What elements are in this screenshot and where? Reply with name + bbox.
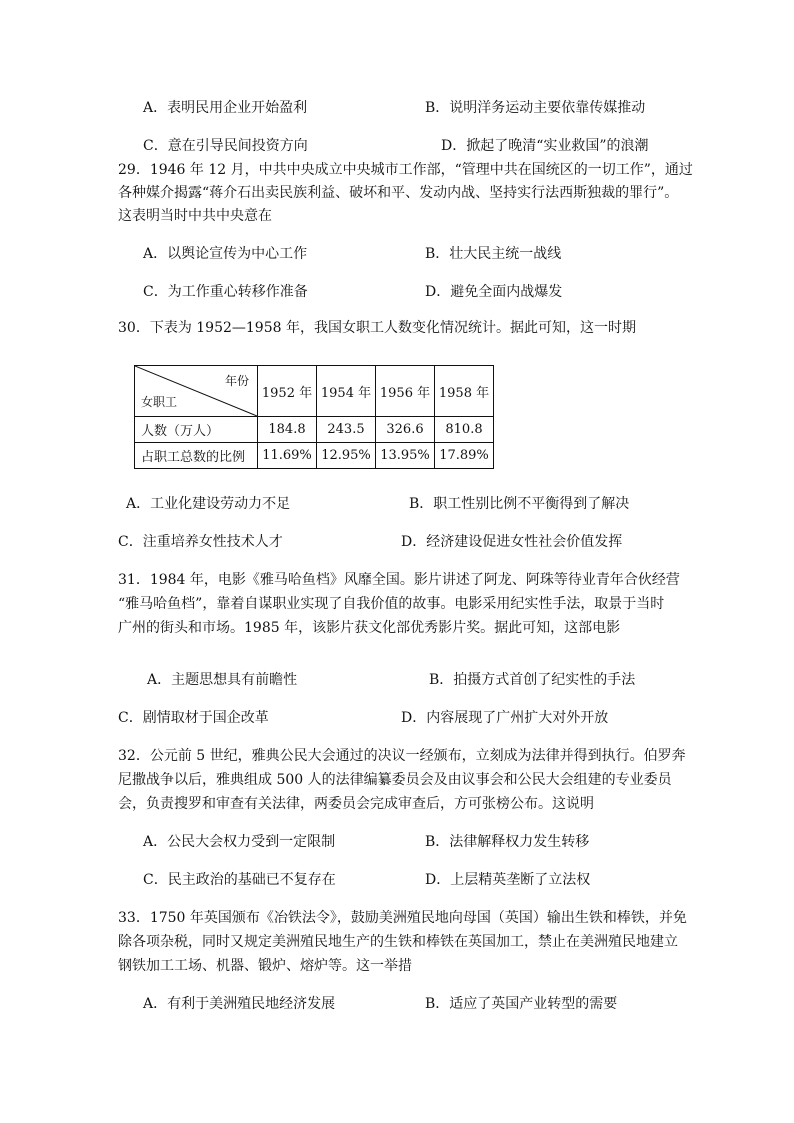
q29-stem-line-2: 各种媒介揭露“蒋介石出卖民族利益、破坏和平、发动内战、坚持实行法西斯独裁的罪行”。: [118, 185, 679, 201]
table-cell: 17.89%: [435, 443, 494, 469]
corner-label-workers: 女职工: [141, 395, 178, 409]
table-header-year: 1954 年: [317, 366, 376, 417]
table-cell: 810.8: [435, 417, 494, 443]
q32-option-c: C．民主政治的基础已不复存在: [143, 872, 336, 888]
table-cell: 13.95%: [376, 443, 435, 469]
table-row: [135, 417, 494, 443]
row-label-ratio: 占职工总数的比例: [135, 443, 258, 469]
q32-stem-line-1: 32．公元前 5 世纪，雅典公民大会通过的决议一经颁布，立刻成为法律并得到执行。伯罗奔: [118, 748, 686, 764]
table-header-year: 1952 年: [258, 366, 317, 417]
q30-option-b: B．职工性别比例不平衡得到了解决: [409, 496, 630, 512]
q28-option-a: A．表明民用企业开始盈利: [143, 100, 308, 116]
q32-stem-line-3: 会，负责搜罗和审查有关法律，两委员会完成审查后，方可张榜公布。这说明: [118, 796, 594, 812]
q28-option-d: D．掀起了晚清“实业救国”的浪潮: [441, 138, 649, 154]
q29-option-b: B．壮大民主统一战线: [425, 246, 562, 262]
q32-stem-line-2: 尼撒战争以后，雅典组成 500 人的法律编纂委员会及由议事会和公民大会组建的专业委员: [118, 772, 672, 788]
corner-label-year: 年份: [224, 374, 249, 388]
table-header-year: 1958 年: [435, 366, 494, 417]
table-cell: 243.5: [317, 417, 376, 443]
row-label-count: 人数（万人）: [135, 417, 258, 443]
q29-option-c: C．为工作重心转移作准备: [143, 284, 308, 300]
female-worker-table: [134, 365, 494, 469]
q33-option-b: B．适应了英国产业转型的需要: [425, 996, 618, 1012]
q31-stem-line-3: 广州的街头和市场。1985 年，该影片获文化部优秀影片奖。据此可知，这部电影: [118, 620, 621, 636]
q33-stem-line-1: 33．1750 年英国颁布《冶铁法令》，鼓励美洲殖民地向母国（英国）输出生铁和棒铁，并免: [118, 910, 687, 926]
table-cell: 12.95%: [317, 443, 376, 469]
q31-option-d: D．内容展现了广州扩大对外开放: [401, 710, 609, 726]
q28-option-b: B．说明洋务运动主要依靠传媒推动: [425, 100, 646, 116]
q29-option-d: D．避免全面内战爆发: [425, 284, 563, 300]
q31-option-a: A．主题思想具有前瞻性: [147, 672, 298, 688]
q31-option-c: C．剧情取材于国企改革: [118, 710, 269, 726]
q33-option-a: A．有利于美洲殖民地经济发展: [143, 996, 336, 1012]
q31-option-b: B．拍摄方式首创了纪实性的手法: [429, 672, 636, 688]
q29-stem-line-1: 29．1946 年 12 月，中共中央成立中央城市工作部，“管理中共在国统区的一切工作”，通过: [118, 162, 693, 178]
q30-stem: 30．下表为 1952—1958 年，我国女职工人数变化情况统计。据此可知，这一时期: [118, 320, 636, 336]
q33-stem-line-3: 钢铁加工工场、机器、锻炉、熔炉等。这一举措: [118, 958, 412, 974]
q33-stem-line-2: 除各项杂税，同时又规定美洲殖民地生产的生铁和棒铁在英国加工，禁止在美洲殖民地建立: [118, 934, 678, 950]
q30-option-d: D．经济建设促进女性社会价值发挥: [401, 534, 623, 550]
q30-option-c: C．注重培养女性技术人才: [118, 534, 283, 550]
table-row: [135, 443, 494, 469]
q32-option-a: A．公民大会权力受到一定限制: [143, 834, 336, 850]
q31-stem-line-2: “雅马哈鱼档”，靠着自谋职业实现了自我价值的故事。电影采用纪实性手法，取景于当时: [118, 596, 665, 612]
q28-option-c: C．意在引导民间投资方向: [143, 138, 308, 154]
table-header-year: 1956 年: [376, 366, 435, 417]
table-corner-cell: [135, 366, 258, 417]
q30-option-a: A．工业化建设劳动力不足: [126, 496, 291, 512]
q29-stem-line-3: 这表明当时中共中央意在: [118, 208, 272, 224]
table-cell: 11.69%: [258, 443, 317, 469]
q29-option-a: A．以舆论宣传为中心工作: [143, 246, 308, 262]
q32-option-d: D．上层精英垄断了立法权: [425, 872, 591, 888]
q32-option-b: B．法律解释权力发生转移: [425, 834, 590, 850]
q31-stem-line-1: 31．1984 年，电影《雅马哈鱼档》风靡全国。影片讲述了阿龙、阿珠等待业青年合伙经营: [118, 572, 680, 588]
table-cell: 184.8: [258, 417, 317, 443]
table-cell: 326.6: [376, 417, 435, 443]
